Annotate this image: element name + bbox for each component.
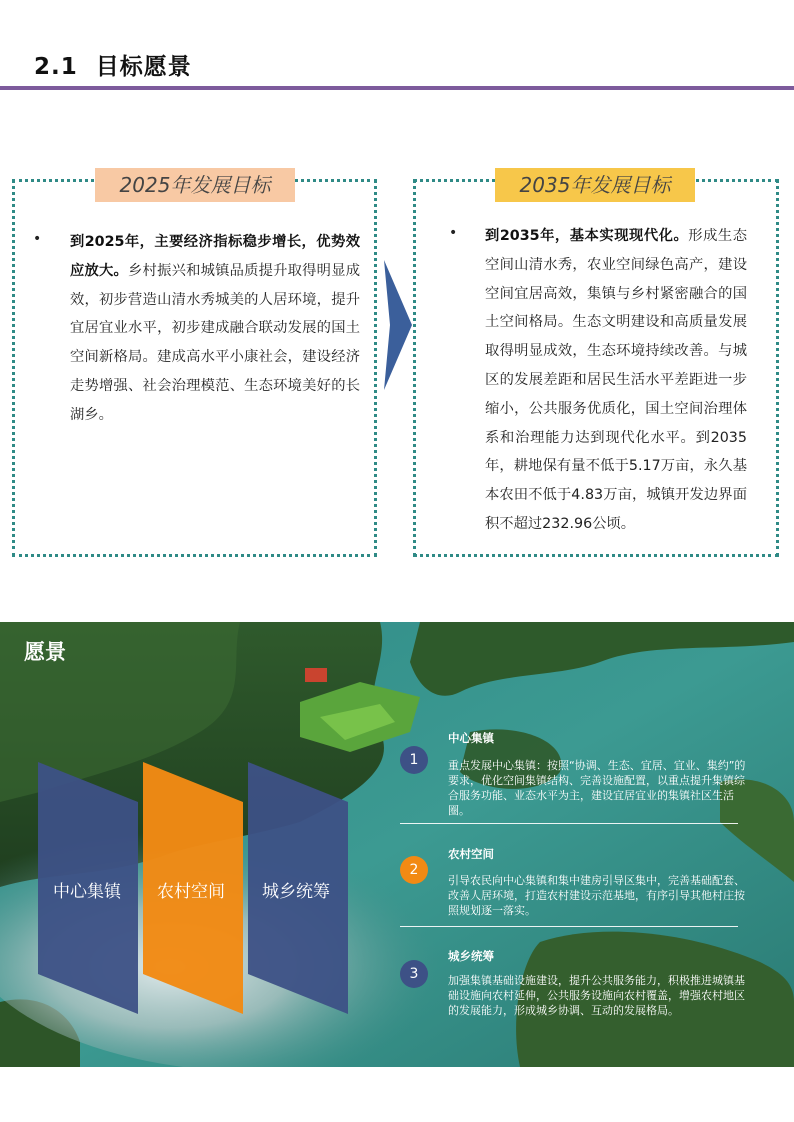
arrow-right-icon [384,260,412,390]
section-number: 2.1 [34,54,78,80]
goal-tag-2035: 2035年发展目标 [495,168,695,202]
goal-tag-2025: 2025年发展目标 [95,168,295,202]
section-heading [34,48,192,81]
item-number-badge: 1 [400,746,428,774]
item-body-urban-rural: 加强集镇基础设施建设，提升公共服务能力，积极推进城镇基础设施向农村延伸，公共服务设施向农村覆盖，增强农村地区的发展能力，形成城乡协调、互动的发展格局。 [448,974,745,1017]
section-title: 目标愿景 [95,54,192,80]
pillar-label-rural-space: 农村空间 [157,882,225,902]
item-divider [400,926,738,927]
bullet-2035: • [449,225,458,241]
goal-text-2025 [70,228,360,430]
item-number-badge: 2 [400,856,428,884]
heading-divider [0,86,794,90]
goal-lead-2025: 到2025年，主要经济指标稳步增长，优势效应放大。 [70,234,360,279]
item-body-center-town: 重点发展中心集镇：按照“协调、生态、宜居、宜业、集约”的要求，优化空间集镇结构、完善设施配置，以重点提升集镇综合服务功能、业态水平为主，建设宜居宜业的集镇社区生活圈。 [448,759,746,817]
pillar-label-center-town: 中心集镇 [53,882,121,902]
goal-body-2025: 乡村振兴和城镇品质提升取得明显成效，初步营造山清水秀城美的人居环境，提升宜居宜业水平，初步建成融合联动发展的国土空间新格局。建成高水平小康社会，建设经济走势增强、社会治理模范、生态环境美好的长湖乡。 [70,262,361,423]
pillar-label-urban-rural: 城乡统筹 [262,882,330,902]
bullet-2025: • [33,231,42,247]
item-number-badge: 3 [400,960,428,988]
goal-lead-2035: 到2035年，基本实现现代化。 [485,228,689,244]
goal-text-2035 [485,222,747,539]
item-body-rural-space: 引导农民向中心集镇和集中建房引导区集中，完善基础配套、改善人居环境，打造农村建设示范基地，有序引导其他村庄按照规划逐一落实。 [448,874,745,917]
item-title-urban-rural: 城乡统筹 [448,949,494,963]
item-divider [400,823,738,824]
item-title-center-town: 中心集镇 [448,731,494,745]
item-title-rural-space: 农村空间 [448,847,494,861]
goal-body-2035: 形成生态空间山清水秀，农业空间绿色高产，建设空间宜居高效，集镇与乡村紧密融合的国土空间格局。生态文明建设和高质量发展取得明显成效，生态环境持续改善。与城区的发展差距和居民生活水平差距进一步缩小，公共服务优质化，国土空间治理体系和治理能力达到现代化水平。到2035年，耕地保有量不低于5.17万亩，永久基本农田不低于4.83万亩，城镇开发边界面积不超过232.96公顷。 [485,228,748,532]
vision-title: 愿景 [24,640,66,664]
